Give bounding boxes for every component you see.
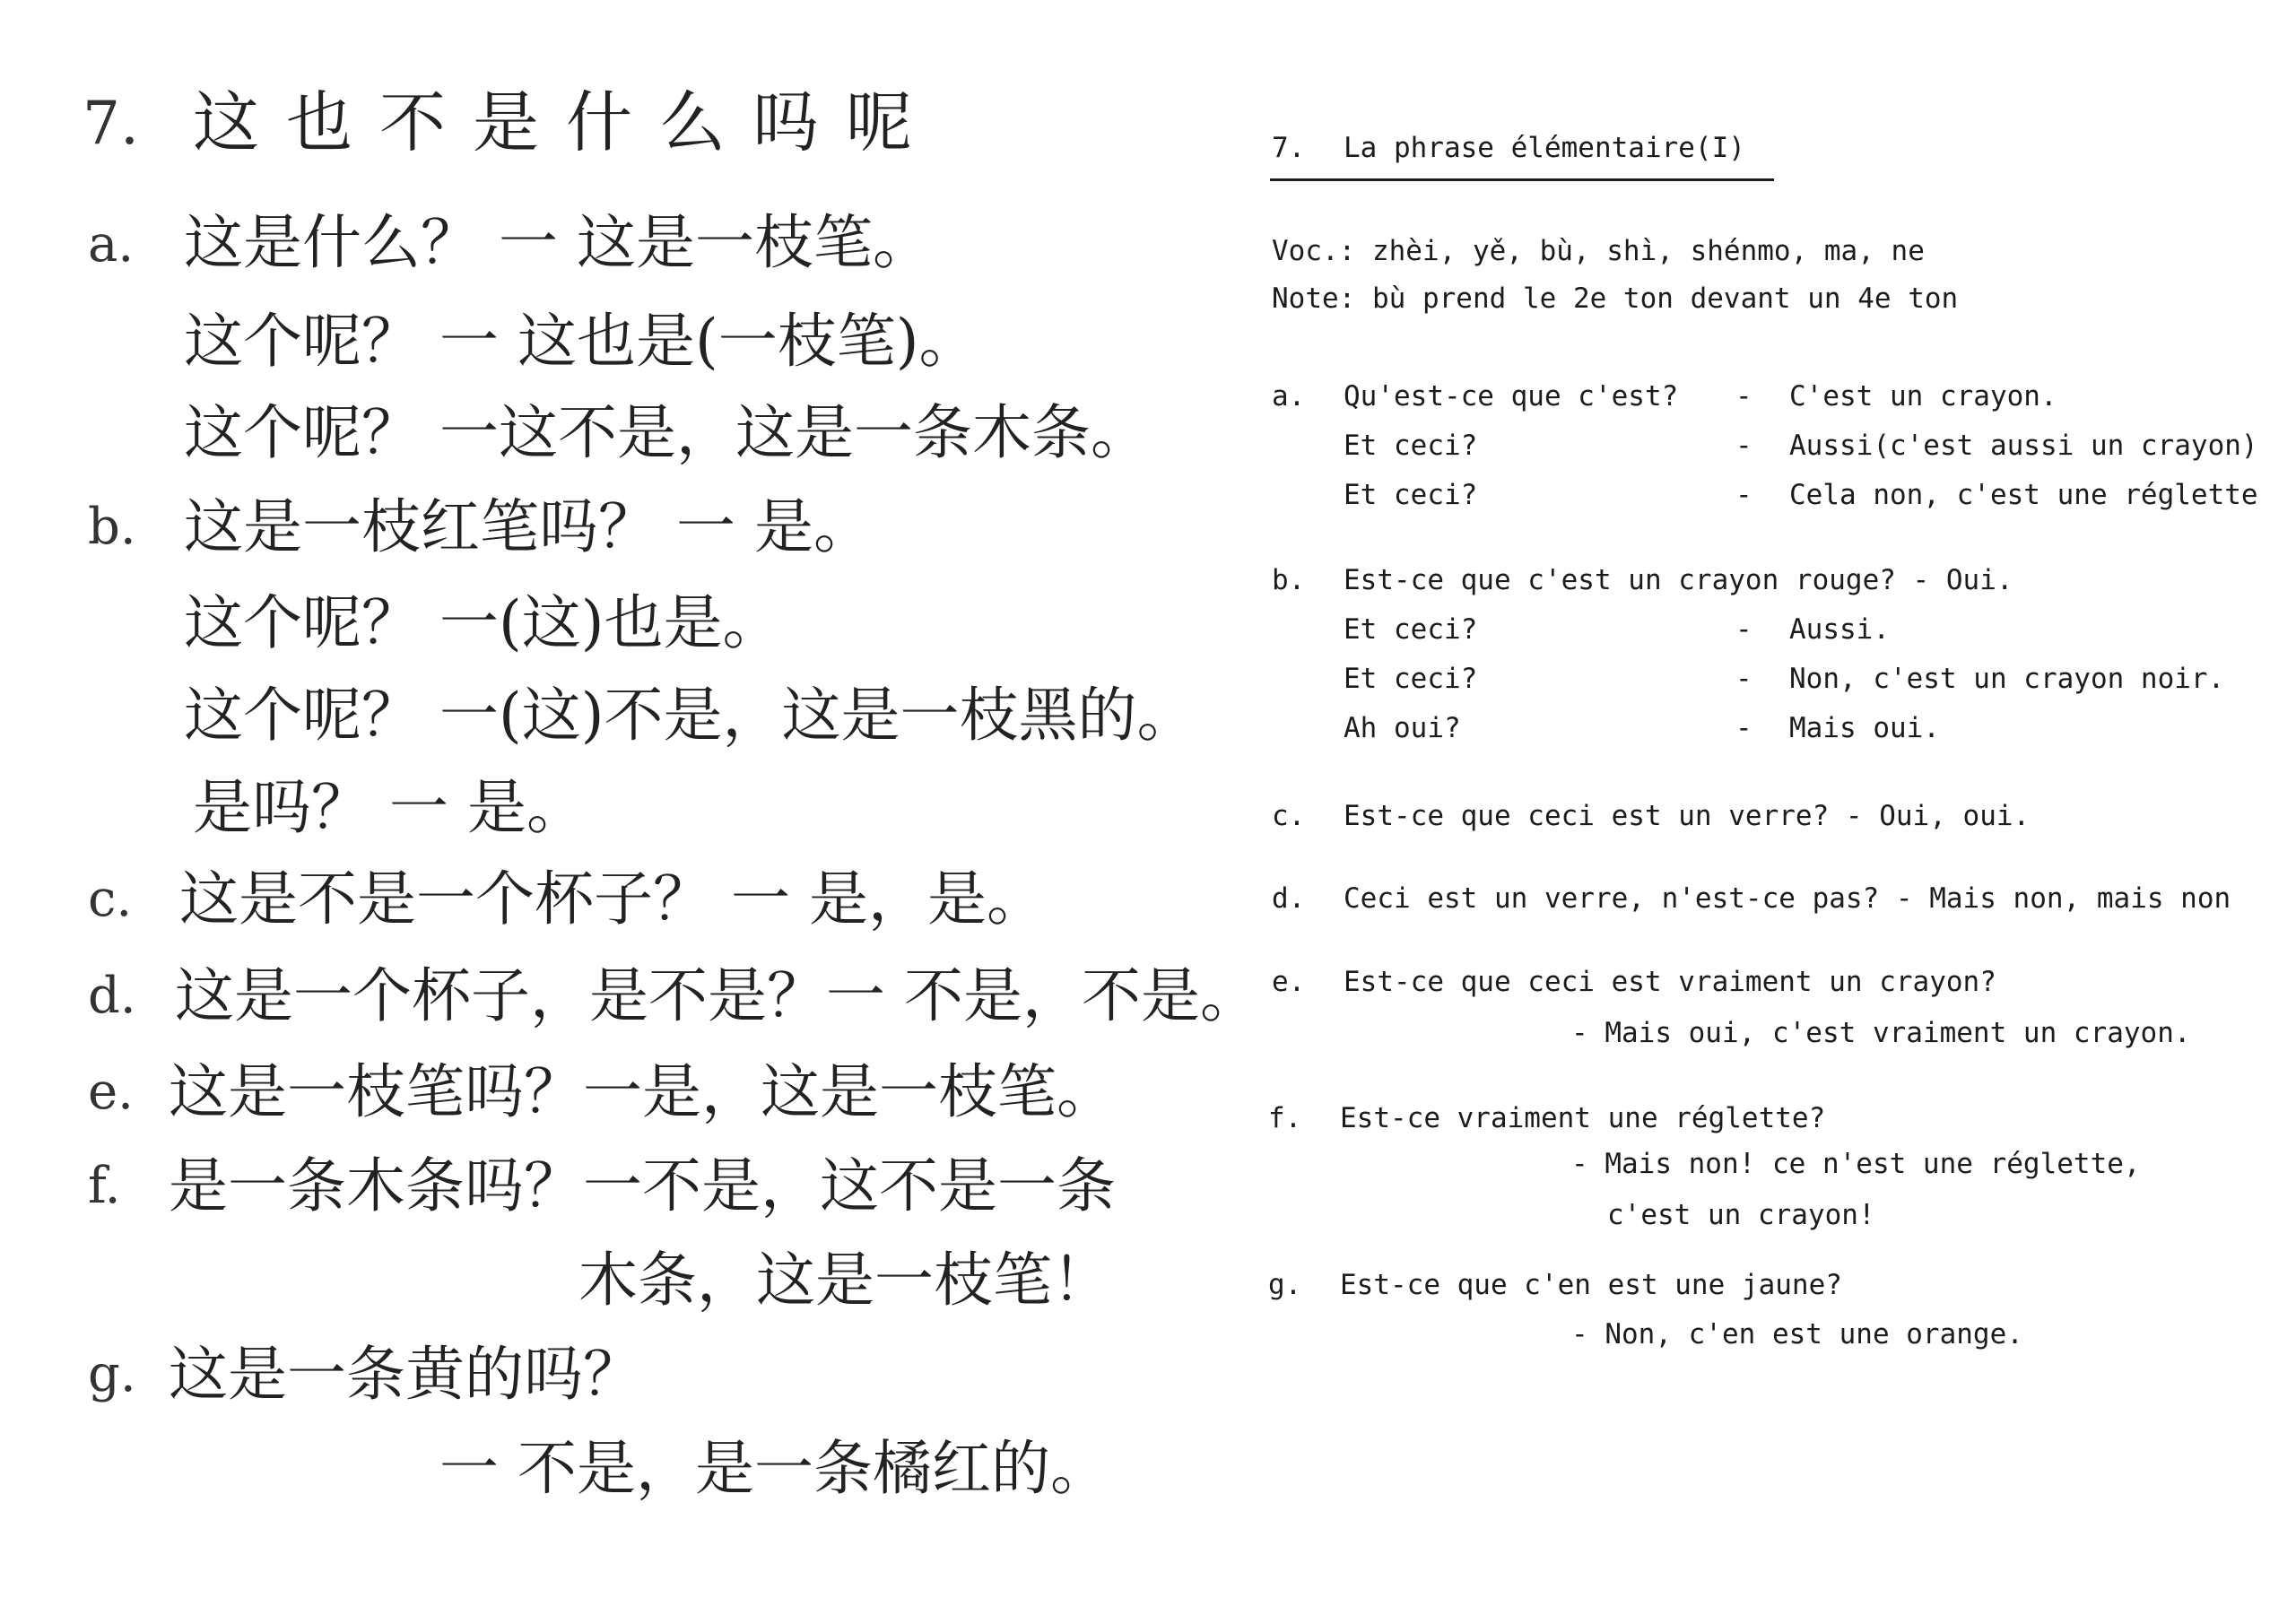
- french-a3-dash: -: [1735, 479, 1752, 511]
- french-label-f: f.: [1268, 1102, 1302, 1134]
- french-b4-answer: Mais oui.: [1789, 712, 1940, 744]
- chinese-line-f2: 木条，这是一枝笔！: [578, 1246, 1111, 1315]
- chinese-line-b3: 这个呢？ 一(这)不是，这是一枝黑的。: [184, 681, 1196, 750]
- french-e1: Est-ce que ceci est vraiment un crayon?: [1344, 966, 1996, 998]
- french-b2-question: Et ceci?: [1344, 613, 1478, 646]
- note-line: Note: bù prend le 2e ton devant un 4e ton: [1272, 282, 1959, 315]
- french-label-a: a.: [1272, 380, 1306, 413]
- french-d1: Ceci est un verre, n'est-ce pas? - Mais non, mais non: [1344, 882, 2231, 915]
- french-b3-question: Et ceci?: [1344, 663, 1478, 695]
- french-text-column: [1238, 0, 2296, 1624]
- chinese-line-b1: 这是一枝红笔吗？ 一 是。: [184, 492, 873, 561]
- french-a3-answer: Cela non, c'est une réglette: [1789, 479, 2258, 511]
- french-label-e: e.: [1272, 966, 1306, 998]
- french-a2-answer: Aussi(c'est aussi un crayon): [1789, 430, 2258, 462]
- chinese-label-d: d.: [88, 967, 136, 1025]
- french-a2-question: Et ceci?: [1344, 430, 1478, 462]
- french-title: La phrase élémentaire(I): [1344, 132, 1745, 164]
- french-b2-dash: -: [1735, 613, 1752, 646]
- chinese-line-a1: 这是什么？ 一 这是一枝笔。: [184, 208, 932, 277]
- french-a1-answer: C'est un crayon.: [1789, 380, 2057, 413]
- vocabulary-line: Voc.: zhèi, yě, bù, shì, shénmo, ma, ne: [1272, 235, 1925, 267]
- french-f1: Est-ce vraiment une réglette?: [1340, 1102, 1826, 1134]
- french-b4-question: Ah oui?: [1344, 712, 1461, 744]
- chinese-label-g: g.: [88, 1345, 136, 1403]
- chinese-line-g2: 一 不是，是一条橘红的。: [439, 1434, 1109, 1503]
- french-b2-answer: Aussi.: [1789, 613, 1890, 646]
- french-e2: - Mais oui, c'est vraiment un crayon.: [1571, 1017, 2191, 1049]
- french-title-number: 7.: [1272, 132, 1306, 164]
- french-f3: c'est un crayon!: [1607, 1199, 1875, 1231]
- chinese-label-f: f.: [88, 1157, 121, 1215]
- french-g2: - Non, c'en est une orange.: [1571, 1318, 2023, 1350]
- chinese-line-d1: 这是一个杯子，是不是？一 不是，不是。: [175, 961, 1259, 1030]
- chinese-line-a3: 这个呢？ 一这不是，这是一条木条。: [184, 398, 1150, 467]
- french-f2: - Mais non! ce n'est une réglette,: [1571, 1148, 2141, 1180]
- french-a3-question: Et ceci?: [1344, 479, 1478, 511]
- french-label-c: c.: [1272, 800, 1306, 832]
- chinese-line-b2: 这个呢？ 一(这)也是。: [184, 588, 782, 657]
- chinese-title-number: 7.: [83, 89, 139, 158]
- french-a1-dash: -: [1735, 380, 1752, 413]
- french-a1-question: Qu'est-ce que c'est?: [1344, 380, 1679, 413]
- chinese-line-b4: 是吗？ 一 是。: [193, 773, 586, 842]
- chinese-title: 这也不是什么吗呢: [193, 84, 939, 161]
- chinese-line-f1: 是一条木条吗？一不是，这不是一条: [169, 1151, 1116, 1220]
- chinese-line-c1: 这是不是一个杯子？ 一 是，是。: [179, 864, 1046, 934]
- chinese-line-e1: 这是一枝笔吗？一是，这是一枝笔。: [169, 1057, 1116, 1126]
- chinese-label-e: e.: [88, 1063, 134, 1121]
- french-label-b: b.: [1272, 564, 1306, 596]
- title-underline: [1270, 178, 1774, 181]
- chinese-label-a: a.: [88, 215, 135, 274]
- french-g1: Est-ce que c'en est une jaune?: [1340, 1269, 1842, 1301]
- french-b3-dash: -: [1735, 663, 1752, 695]
- chinese-label-c: c.: [88, 870, 133, 928]
- french-label-d: d.: [1272, 882, 1306, 915]
- french-b4-dash: -: [1735, 712, 1752, 744]
- chinese-line-a2: 这个呢？ 一 这也是(一枝笔)。: [184, 307, 978, 376]
- french-label-g: g.: [1268, 1269, 1302, 1301]
- french-b1: Est-ce que c'est un crayon rouge? - Oui.: [1344, 564, 2013, 596]
- chinese-label-b: b.: [88, 498, 136, 556]
- french-b3-answer: Non, c'est un crayon noir.: [1789, 663, 2225, 695]
- french-c1: Est-ce que ceci est un verre? - Oui, oui.: [1344, 800, 2031, 832]
- chinese-line-g1: 这是一条黄的吗？: [169, 1340, 642, 1409]
- french-a2-dash: -: [1735, 430, 1752, 462]
